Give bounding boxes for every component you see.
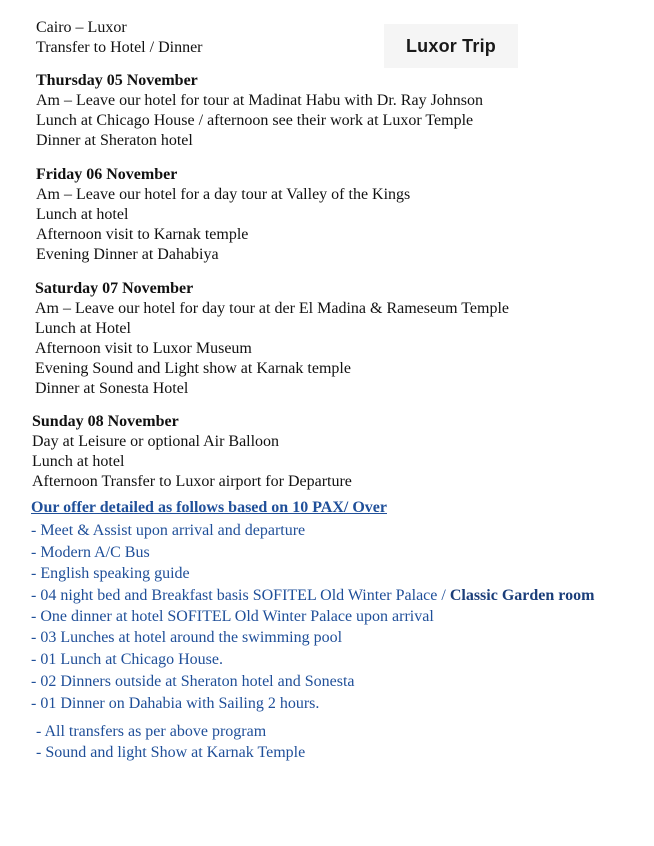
day-item: Afternoon Transfer to Luxor airport for Departure (32, 473, 352, 490)
offer-extra: - All transfers as per above program (36, 723, 267, 740)
day-title: Friday 06 November (36, 166, 178, 183)
offer-item: - 03 Lunches at hotel around the swimming pool (31, 629, 343, 646)
day-item: Am – Leave our hotel for day tour at der El Madina & Rameseum Temple (35, 300, 509, 317)
offer-item: - 01 Lunch at Chicago House. (31, 651, 223, 668)
day-item: Evening Dinner at Dahabiya (36, 246, 219, 263)
day-item: Lunch at Chicago House / afternoon see their work at Luxor Temple (36, 112, 474, 129)
day-item: Am – Leave our hotel for a day tour at Valley of the Kings (36, 186, 411, 203)
intro-line: Transfer to Hotel / Dinner (36, 39, 203, 56)
offer-item-text: - 04 night bed and Breakfast basis SOFITEL Old Winter Palace / (31, 587, 450, 604)
day-title: Thursday 05 November (36, 72, 198, 89)
offer-item (31, 586, 594, 606)
offer-extra: - Sound and light Show at Karnak Temple (36, 744, 306, 761)
day-item: Dinner at Sonesta Hotel (35, 380, 189, 397)
offer-title: Our offer detailed as follows based on 10 PAX/ Over (31, 499, 387, 516)
intro-line: Cairo – Luxor (36, 19, 127, 36)
offer-item: - 01 Dinner on Dahabia with Sailing 2 hours. (31, 695, 320, 712)
day-item: Dinner at Sheraton hotel (36, 132, 193, 149)
room-type: Classic Garden room (449, 587, 595, 604)
offer-item: - Modern A/C Bus (31, 544, 150, 561)
day-item: Afternoon visit to Karnak temple (36, 226, 249, 243)
day-title: Sunday 08 November (32, 413, 179, 430)
day-item: Lunch at hotel (32, 453, 125, 470)
day-item: Afternoon visit to Luxor Museum (35, 340, 252, 357)
offer-item: - One dinner at hotel SOFITEL Old Winter Palace upon arrival (31, 608, 434, 625)
offer-item: - 02 Dinners outside at Sheraton hotel and Sonesta (31, 673, 355, 690)
day-item: Day at Leisure or optional Air Balloon (32, 433, 280, 450)
day-title: Saturday 07 November (35, 280, 194, 297)
day-item: Lunch at Hotel (35, 320, 131, 337)
offer-item: - English speaking guide (31, 565, 190, 582)
day-item: Lunch at hotel (36, 206, 129, 223)
day-item: Am – Leave our hotel for tour at Madinat Habu with Dr. Ray Johnson (36, 92, 484, 109)
day-item: Evening Sound and Light show at Karnak temple (35, 360, 351, 377)
offer-item: - Meet & Assist upon arrival and departure (31, 522, 306, 539)
trip-title-badge: Luxor Trip (384, 24, 518, 68)
